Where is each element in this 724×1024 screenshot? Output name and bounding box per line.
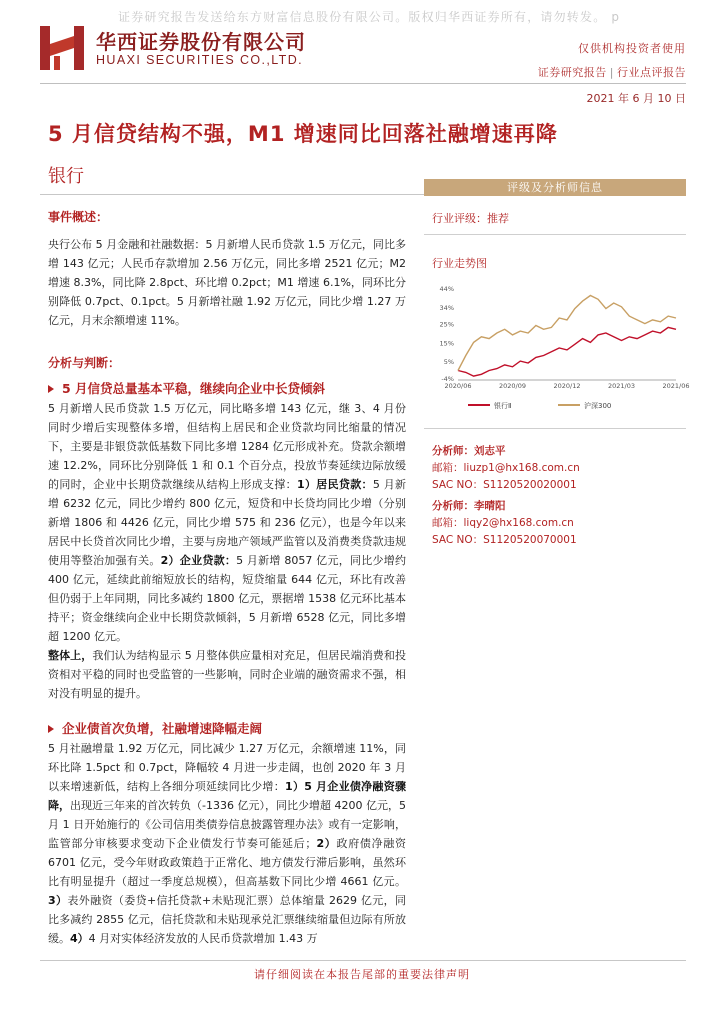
huaxi-logo-icon xyxy=(40,26,84,70)
point1-bold-2: 2）企业贷款： xyxy=(160,554,237,567)
bullet-triangle-icon xyxy=(48,385,54,393)
x-tick-label: 2020/06 xyxy=(444,382,472,390)
analyst-1-email[interactable]: 邮箱：liuzp1@hx168.com.cn xyxy=(432,462,580,474)
y-tick-label: 25% xyxy=(439,320,454,329)
company-name-en: HUAXI SECURITIES CO.,LTD. xyxy=(96,53,304,67)
legend-label: 沪深300 xyxy=(584,402,612,410)
analyst-2-name: 分析师：李晴阳 xyxy=(432,500,506,512)
company-name-cn: 华西证券股份有限公司 xyxy=(96,30,306,54)
header-divider xyxy=(40,83,686,84)
audience-tagline: 仅供机构投资者使用 xyxy=(578,42,686,55)
point2-bold-1: 1）5 月企业债净融资骤降， xyxy=(48,780,406,812)
industry-rating: 行业评级：推荐 xyxy=(432,212,509,225)
main-content xyxy=(48,206,406,948)
point2-bold-2: 2） xyxy=(316,837,337,850)
y-tick-label: 5% xyxy=(443,358,454,367)
point2-bold-4: 4） xyxy=(70,932,89,945)
analyst-2-email[interactable]: 邮箱：liqy2@hx168.com.cn xyxy=(432,517,574,529)
point1-body xyxy=(48,399,406,646)
y-tick-label: 34% xyxy=(439,303,454,312)
y-tick-label: 44% xyxy=(439,285,454,293)
industry-trend-chart xyxy=(428,280,690,415)
x-tick-label: 2021/06 xyxy=(662,382,690,390)
report-type-primary: 证券研究报告 xyxy=(537,66,607,79)
bullet-triangle-icon xyxy=(48,725,54,733)
series-line xyxy=(458,327,676,376)
analyst-block-1 xyxy=(432,443,580,494)
separator: | xyxy=(609,66,614,79)
report-type-secondary: 行业点评报告 xyxy=(617,66,686,79)
point2-text-3: 政府债净融资 6701 亿元，受今年财政政策趋于正常化、地方债发行滞后影响，虽然环比有明显提升（超过一季度总规模），但高基数下同比少增 4661 亿元。 xyxy=(48,837,407,888)
point1-title: 5 月信贷总量基本平稳，继续向企业中长贷倾斜 xyxy=(62,381,326,396)
analyst-2-sac: SAC NO：S1120520070001 xyxy=(432,534,577,546)
report-title: 5 月信贷结构不强，M1 增速同比回落社融增速再降 xyxy=(48,122,558,146)
footer-divider xyxy=(40,960,686,961)
point2-title: 企业债首次负增，社融增速降幅走阔 xyxy=(62,721,263,736)
legend-label: 银行Ⅱ xyxy=(494,402,512,410)
legal-notice-footer: 请仔细阅读在本报告尾部的重要法律声明 xyxy=(254,968,470,981)
point1-text-2: 5 月新增 6232 亿元，同比少增约 800 亿元，短贷和中长贷均同比少增（分别新增 1806 和 4426 亿元，同比少增 575 和 236 亿元），也是今年以来居民中长贷首次同比少增，主要与房地产领域严监管以及消费类贷款违规使用等整治加强有关。 xyxy=(48,478,407,567)
point1-bold-3: 整体上， xyxy=(48,649,93,662)
point1-text-4: 我们认为结构显示 5 月整体供应量相对充足，但居民端消费和投资相对平稳的同时也受监管的一些影响，同时企业端的融资需求不强，相对没有明显的提升。 xyxy=(48,649,406,700)
point1-heading xyxy=(48,379,406,398)
point2-text-1: 5 月社融增量 1.92 万亿元，同比减少 1.27 万亿元，余额增速 11%，同环比降 1.5pct 和 0.7pct，降幅较 4 月进一步走阔，也创 2020 年 3 月以来增速新低，结构上各细分项延续同比少增： xyxy=(48,742,406,793)
y-tick-label: 15% xyxy=(439,339,454,348)
trend-label: 行业走势图 xyxy=(432,257,487,270)
point1-text-3: 5 月新增 8057 亿元，同比少增约 400 亿元，延续此前缩短放长的结构，短贷缩量 644 亿元，环比有改善但仍弱于上年同期，同比多减约 1800 亿元，票据增 1538 亿元环比基本持平；资金继续向企业中长期贷款倾斜，5 月新增 6528 亿元，同比多增超 1200 亿元。 xyxy=(48,554,407,643)
x-tick-label: 2020/12 xyxy=(553,382,581,390)
report-date: 2021 年 6 月 10 日 xyxy=(586,92,686,105)
point2-text-5: 4 月对实体经济发放的人民币贷款增加 1.43 万 xyxy=(88,932,318,945)
point2-body xyxy=(48,739,406,948)
point2-heading xyxy=(48,719,406,738)
panel-divider xyxy=(424,234,686,235)
report-type xyxy=(538,64,686,80)
event-heading: 事件概述： xyxy=(48,210,109,224)
watermark-text: 证券研究报告发送给东方财富信息股份有限公司。版权归华西证券所有，请勿转发。 p xyxy=(118,10,621,24)
sector-label: 银行 xyxy=(48,166,84,187)
x-tick-label: 2021/03 xyxy=(607,382,636,390)
analysis-heading: 分析与判断： xyxy=(48,356,121,370)
analyst-1-name: 分析师：刘志平 xyxy=(432,445,506,457)
event-summary: 央行公布 5 月金融和社融数据：5 月新增人民币贷款 1.5 万亿元，同比多增 143 亿元；人民币存款增加 2.56 万亿元，同比多增 2521 亿元；M2 增速 8.3%，同比降 2.8pct、环比增 0.2pct；M1 增速 6.1%，同环比分别降低 0.7pct、0.1pct。5 月新增社融 1.92 万亿元，同比少增 1.27 万亿元，月末余额增速 11%。 xyxy=(48,238,406,327)
series-line xyxy=(458,296,676,371)
rating-panel-header: 评级及分析师信息 xyxy=(424,179,686,196)
point2-text-4: 表外融资（委贷+信托贷款+未贴现汇票）总体缩量 2629 亿元，同比多减约 2855 亿元，信托贷款和未贴现承兑汇票继续缩量但边际有所放缓。 xyxy=(48,894,407,945)
point1-bold-1: 1）居民贷款： xyxy=(296,478,373,491)
point1-text-1: 5 月新增人民币贷款 1.5 万亿元，同比略多增 143 亿元，继 3、4 月份同时少增后实现整体多增，但结构上居民和企业贷款均同比缩量的情况下，主要是非银贷款低基数下同比多增 1284 亿元形成补充。贷款余额增速 12.2%，同环比分别降低 1 和 0.1 个百分点，投放节奏延续边际放缓的同时，企业中长期贷款继续从结构上形成支撑： xyxy=(48,402,406,491)
analyst-1-sac: SAC NO：S1120520020001 xyxy=(432,479,577,491)
panel-divider xyxy=(424,428,686,429)
point2-text-2: 出现近三年来的首次转负（-1336 亿元），同比少增超 4200 亿元，5 月 1 日开始施行的《公司信用类债券信息披露管理办法》或有一定影响，监管部分审核要求变动下企业债发行节奏可能延后； xyxy=(48,799,407,850)
y-tick-label: -4% xyxy=(441,375,454,383)
point2-bold-3: 3） xyxy=(48,894,68,907)
analyst-block-2 xyxy=(432,498,577,549)
x-tick-label: 2020/09 xyxy=(498,382,527,390)
point1-summary xyxy=(48,646,406,703)
